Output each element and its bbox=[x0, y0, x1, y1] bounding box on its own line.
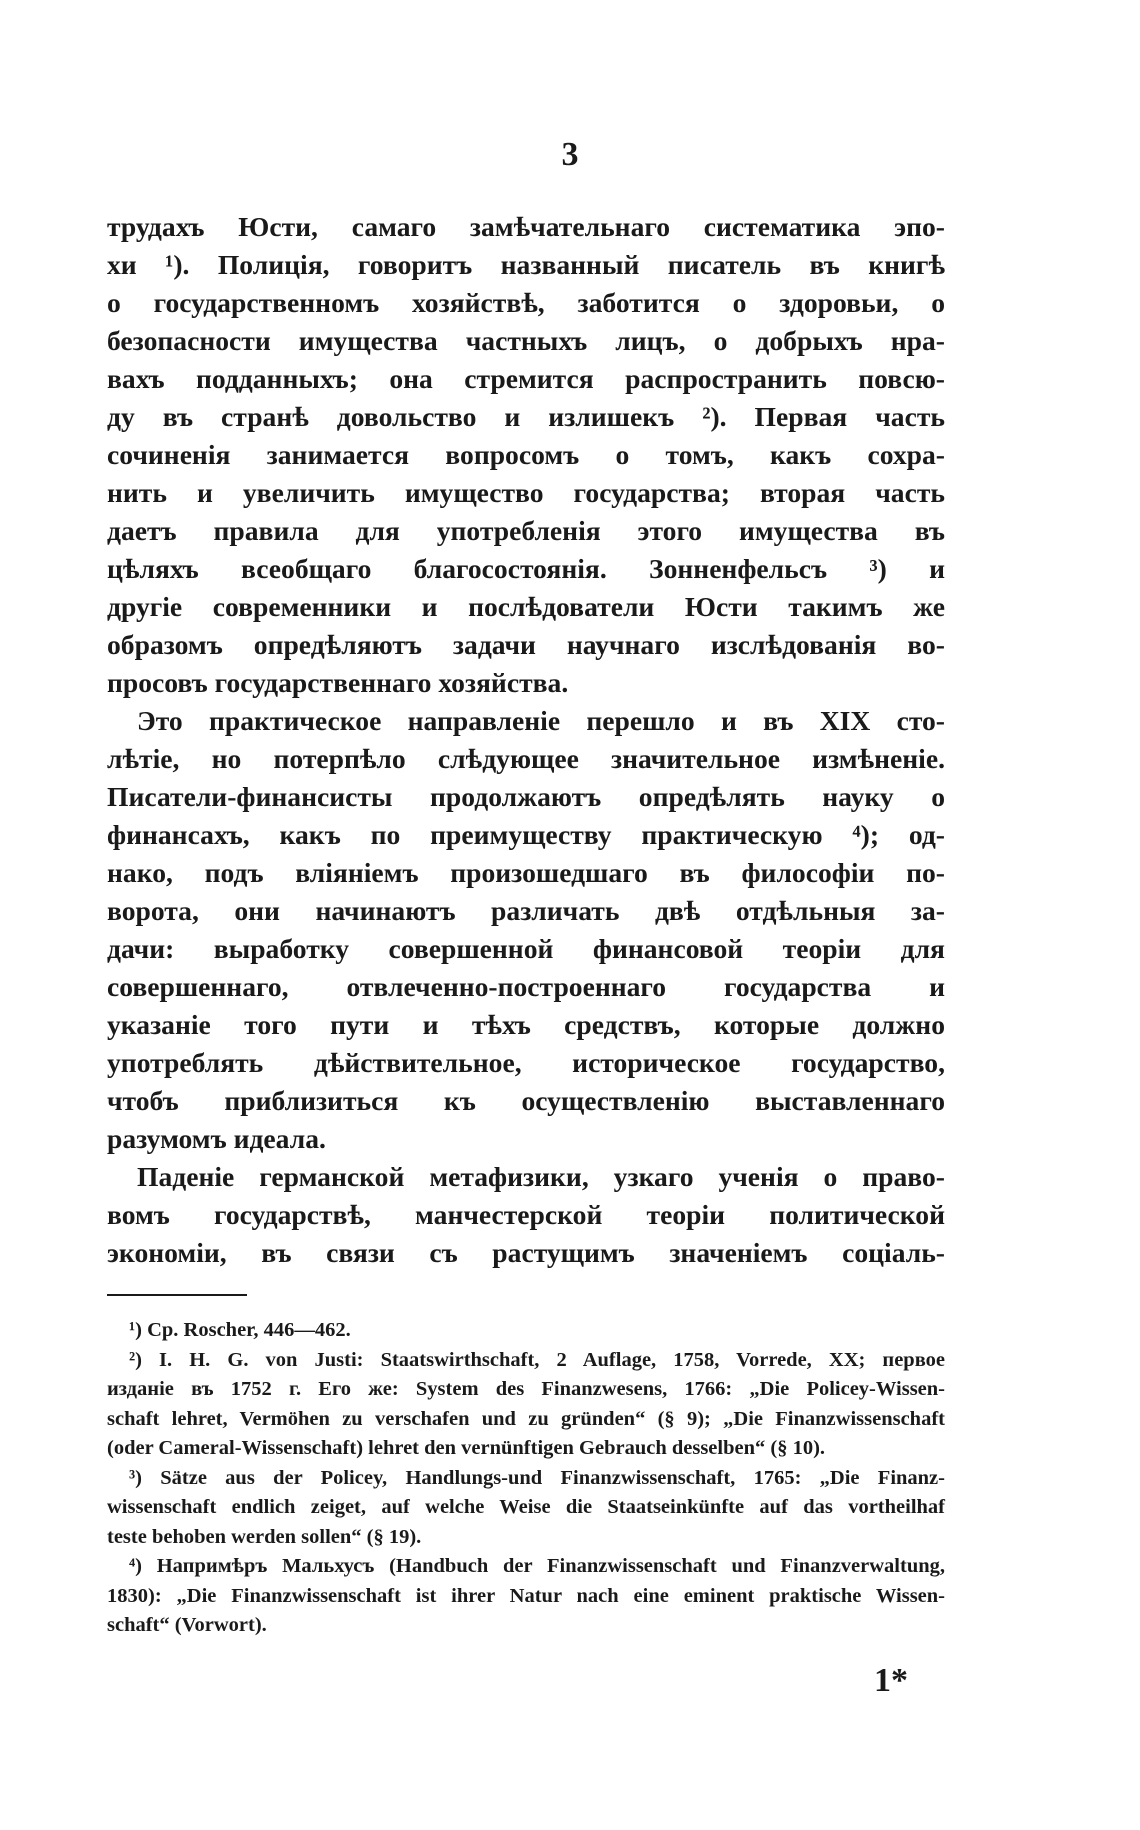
footnote-line: ¹) Cp. Roscher, 446—462. bbox=[129, 1319, 351, 1341]
text-line: Это практическое направленіе перешло и въ XIX сто- bbox=[137, 705, 945, 736]
text-line: нако, подъ вліяніемъ произошедшаго въ философіи по- bbox=[107, 857, 945, 888]
printer-signature: 1* bbox=[874, 1662, 908, 1699]
text-line: вахъ подданныхъ; она стремится распространить повсю- bbox=[107, 363, 945, 394]
footnote-line: wissenschaft endlich zeiget, auf welche Weise die Staatseinkünfte auf das vortheilhaf bbox=[107, 1496, 945, 1518]
footnote-line: (oder Cameral-Wissenschaft) lehret den vernünftigen Gebrauch desselben“ (§ 10). bbox=[107, 1437, 826, 1459]
text-line: хи ¹). Полиція, говоритъ названный писатель въ книгѣ bbox=[107, 249, 945, 280]
text-line: нить и увеличить имущество государства; вторая часть bbox=[107, 477, 945, 508]
text-line: указаніе того пути и тѣхъ средствъ, которые должно bbox=[107, 1009, 945, 1040]
footnote-line: ³) Sätze aus der Policey, Handlungs-und Finanzwissenschaft, 1765: „Die Finanz- bbox=[129, 1466, 945, 1489]
footnotes bbox=[107, 1316, 945, 1641]
text-line: даетъ правила для употребленія этого имущества въ bbox=[107, 515, 945, 546]
text-line: о государственномъ хозяйствѣ, заботится о здоровьи, о bbox=[107, 287, 945, 318]
text-line: вомъ государствѣ, манчестерской теоріи политической bbox=[107, 1199, 945, 1230]
footnote-line: ²) I. H. G. von Justi: Staatswirthschaft, 2 Auflage, 1758, Vorrede, XX; первое bbox=[129, 1348, 945, 1371]
text-line: другіе современники и послѣдователи Юсти такимъ же bbox=[107, 591, 945, 622]
text-line: чтобъ приблизиться къ осуществленію выставленнаго bbox=[107, 1085, 945, 1116]
text-line: совершеннаго, отвлеченно-построеннаго государства и bbox=[107, 971, 945, 1002]
text-line: просовъ государственнаго хозяйства. bbox=[107, 667, 569, 698]
text-line: экономіи, въ связи съ растущимъ значеніемъ соціаль- bbox=[107, 1237, 945, 1268]
footnote-line: teste behoben werden sollen“ (§ 19). bbox=[107, 1525, 422, 1548]
text-line: цѣляхъ всеобщаго благосостоянія. Зонненфельсъ ³) и bbox=[107, 553, 945, 584]
text-line: дачи: выработку совершенной финансовой теоріи для bbox=[107, 933, 945, 964]
text-line: Писатели-финансисты продолжаютъ опредѣлять науку о bbox=[107, 781, 945, 812]
footnote-line: изданіе въ 1752 г. Его же: System des Finanzwesens, 1766: „Die Policey-Wissen- bbox=[107, 1378, 945, 1400]
text-line: ворота, они начинаютъ различать двѣ отдѣльныя за- bbox=[107, 895, 945, 926]
body-text bbox=[107, 208, 945, 1272]
text-line: сочиненія занимается вопросомъ о томъ, какъ сохра- bbox=[107, 439, 945, 470]
text-line: лѣтіе, но потерпѣло слѣдующее значительное измѣненіе. bbox=[107, 743, 945, 774]
text-line: употреблять дѣйствительное, историческое государство, bbox=[107, 1047, 945, 1078]
text-line: безопасности имущества частныхъ лицъ, о добрыхъ нра- bbox=[107, 325, 945, 356]
footnote-line: ⁴) Напримѣръ Мальхусъ (Handbuch der Finanzwissenschaft und Finanzverwaltung, bbox=[129, 1555, 945, 1577]
footnote-line: 1830): „Die Finanzwissenschaft ist ihrer Natur nach eine eminent praktische Wissen- bbox=[107, 1584, 945, 1607]
text-line: ду въ странѣ довольство и излишекъ ²). Первая часть bbox=[107, 401, 945, 432]
footnote-line: schaft“ (Vorwort). bbox=[107, 1614, 267, 1636]
text-line: Паденіе германской метафизики, узкаго ученія о право- bbox=[137, 1161, 945, 1192]
footnote-divider bbox=[107, 1294, 247, 1296]
text-line: разумомъ идеала. bbox=[107, 1123, 326, 1154]
footnote-line: schaft lehret, Vermöhen zu verschafen und zu gründen“ (§ 9); „Die Finanzwissenschaft bbox=[107, 1407, 945, 1430]
text-line: образомъ опредѣляютъ задачи научнаго изслѣдованія во- bbox=[107, 629, 945, 660]
page-number: 3 bbox=[561, 136, 579, 173]
text-line: трудахъ Юсти, самаго замѣчательнаго систематика эпо- bbox=[107, 211, 945, 242]
text-line: финансахъ, какъ по преимуществу практическую ⁴); од- bbox=[107, 819, 945, 850]
